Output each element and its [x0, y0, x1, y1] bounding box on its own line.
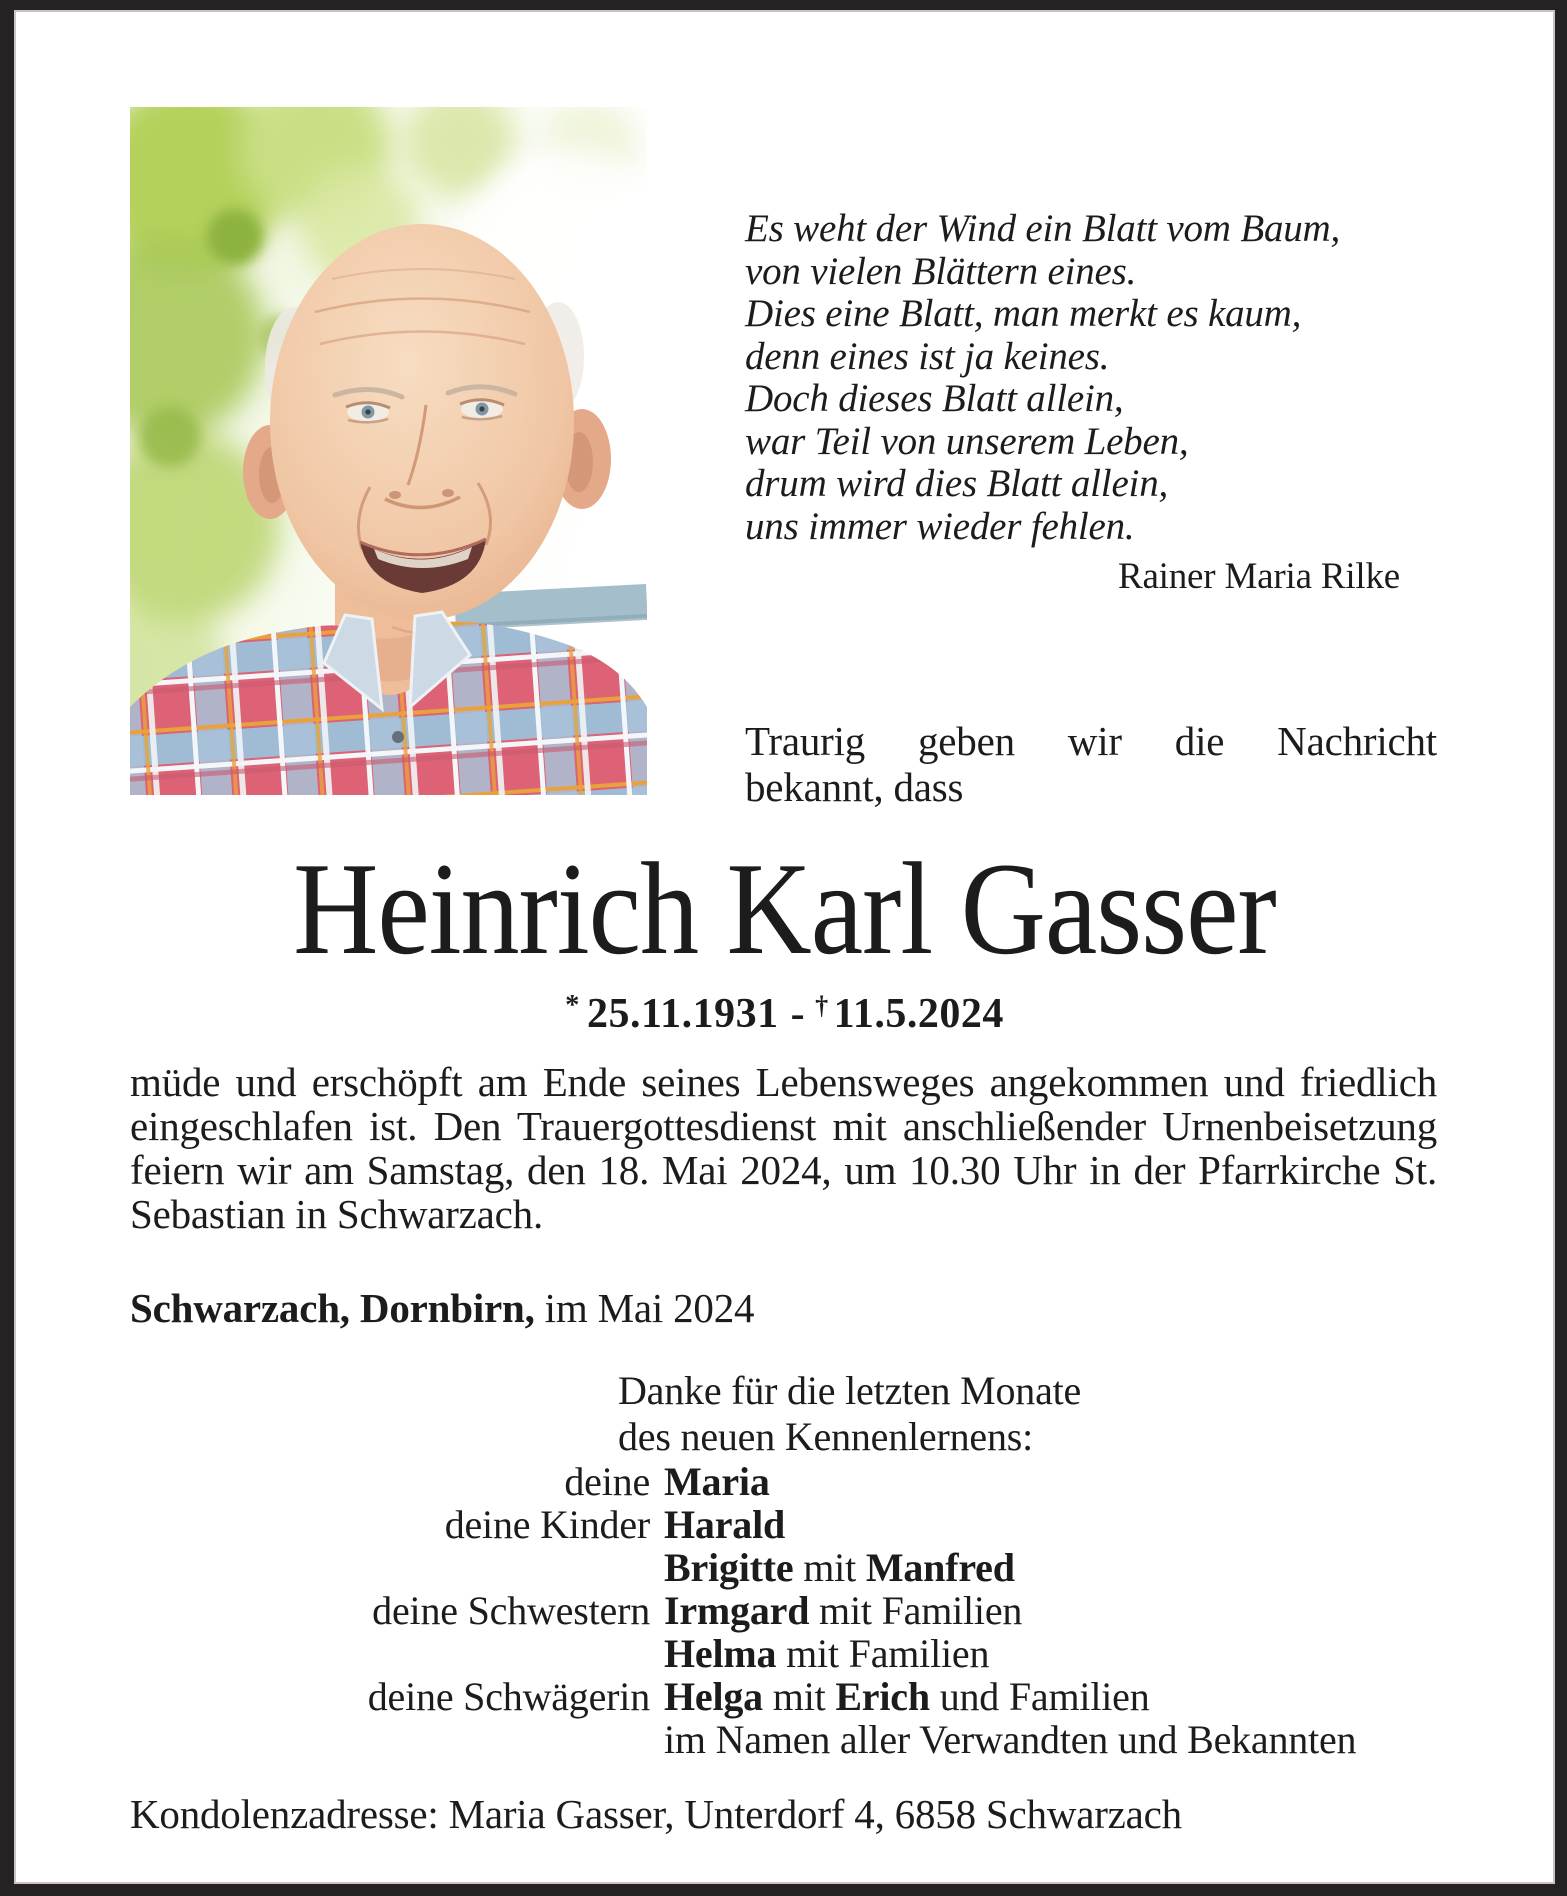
poem-attribution: Rainer Maria Rilke — [1117, 556, 1400, 597]
family-relation-label: deine Schwägerin — [367, 1674, 650, 1719]
poem-line: drum wird dies Blatt allein, — [745, 462, 1169, 505]
dates-separator: - — [790, 991, 806, 1037]
poem-line: war Teil von unserem Leben, — [745, 419, 1189, 463]
thanks-block — [618, 1368, 1081, 1460]
poem — [745, 208, 1457, 548]
poem-line: Dies eine Blatt, man merkt es kaum, — [745, 292, 1302, 335]
announcement-line2: bekannt, dass — [745, 764, 964, 810]
portrait-photo — [130, 107, 647, 795]
life-dates — [14, 990, 1555, 1038]
thanks-line1: Danke für die letzten Monate — [618, 1368, 1082, 1413]
birth-date: 25.11.1931 — [586, 991, 779, 1037]
deceased-name — [14, 835, 1555, 983]
announcement-line1: Traurig geben wir die Nachricht — [745, 718, 1437, 764]
poem-line: uns immer wieder fehlen. — [745, 504, 1135, 548]
family-names: Brigitte mit Manfred — [664, 1545, 1015, 1590]
announcement — [745, 718, 1437, 810]
family-relation-label — [130, 1546, 650, 1589]
family-relation-label: deine Kinder — [444, 1502, 650, 1547]
poem-line: Doch dieses Blatt allein, — [745, 377, 1124, 420]
poem-line: Es weht der Wind ein Blatt vom Baum, — [745, 207, 1341, 250]
family-names: Helga mit Erich und Familien — [664, 1674, 1150, 1719]
family-relation-label: deine — [564, 1459, 650, 1504]
born-symbol: * — [565, 990, 580, 1022]
death-date: 11.5.2024 — [833, 991, 1004, 1037]
portrait-photo-illustration — [130, 107, 647, 795]
poem-line: denn eines ist ja keines. — [745, 334, 1110, 378]
date: im Mai 2024 — [544, 1285, 755, 1331]
family-names: Helma mit Familien — [664, 1631, 990, 1676]
family-relation-label: deine Schwestern — [372, 1588, 650, 1633]
family-relation-label — [130, 1632, 650, 1675]
family-names: Maria — [664, 1459, 770, 1504]
place-date-line — [130, 1284, 754, 1332]
family-names: Irmgard mit Familien — [664, 1588, 1023, 1633]
shirt-button — [392, 731, 404, 743]
poem-lines — [745, 208, 1457, 548]
family-names: im Namen aller Verwandten und Bekannten — [664, 1717, 1357, 1762]
family-names: Harald — [664, 1502, 786, 1547]
condolence-address: Kondolenzadresse: Maria Gasser, Unterdorf 4, 6858 Schwarzach — [130, 1791, 1182, 1837]
deceased-name-text: Heinrich Karl Gasser — [293, 835, 1276, 983]
poem-line: von vielen Blättern eines. — [745, 249, 1137, 293]
obituary-paragraph: müde und erschöpft am Ende seines Lebensweges angekommen und friedlich eingeschlafen ist. Den Trauergottesdienst mit anschließender Urnenbeisetzung feiern wir am Samstag, den 18. Mai 2024, um 10.30 Uhr in der Pfarrkirche St. Sebastian in Schwarzach. — [130, 1059, 1437, 1237]
family-list — [130, 1460, 1524, 1761]
family-relation-label — [130, 1718, 650, 1761]
died-symbol: † — [815, 990, 829, 1020]
places: Schwarzach, Dornbirn, — [130, 1285, 535, 1331]
thanks-line2: des neuen Kennenlernens: — [618, 1414, 1034, 1459]
